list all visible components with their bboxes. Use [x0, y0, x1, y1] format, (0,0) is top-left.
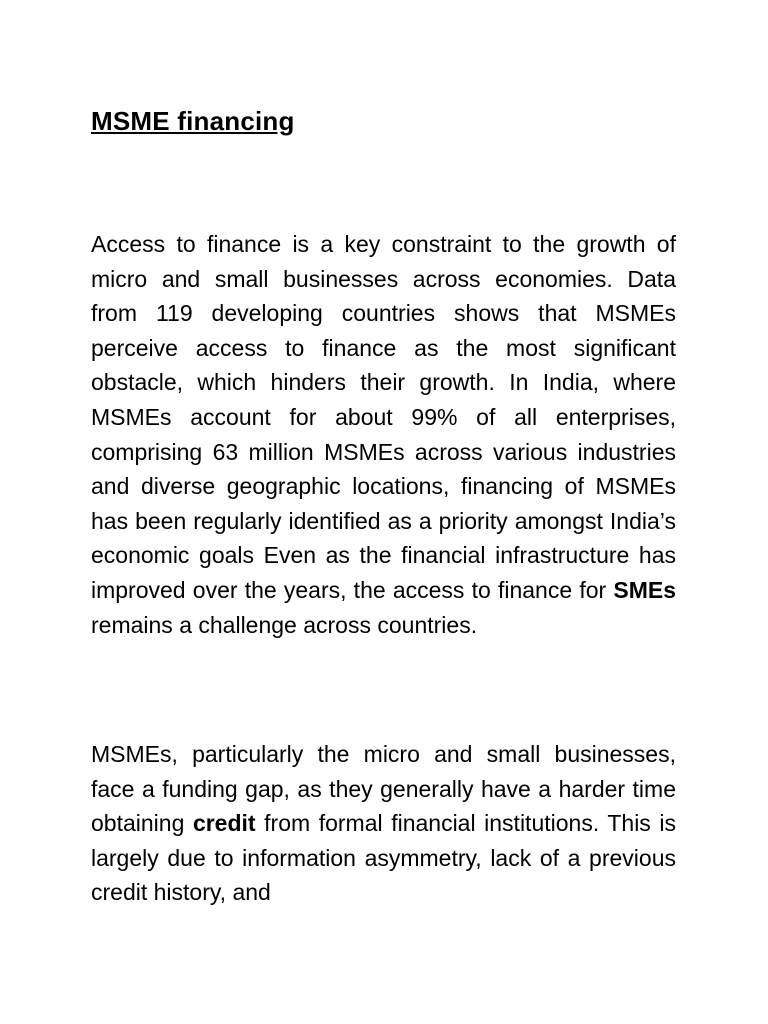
paragraph-text: Access to finance is a key constraint to the growth of micro and small businesses across economies. Data from 119 developing countries shows that MSMEs perceive access to finance as the most significant obstacle, which hinders their growth. In India, where MSMEs account for about 99% of all enterprises, comprising 63 million MSMEs across various industries and diverse geographic locations, financing of MSMEs has been regularly identified as a priority amongst India’s economic goals Even as the financial infrastructure has improved over the years, the access to finance for — [91, 231, 676, 603]
paragraph-text: remains a challenge across countries. — [91, 611, 478, 638]
paragraph-text: MSMEs, particularly the micro and small businesses, face a funding gap, as they generally have a harder time obtaining — [91, 741, 676, 837]
page-title: MSME financing — [91, 106, 295, 136]
paragraph-funding-gap — [91, 737, 676, 910]
paragraph-access-to-finance — [91, 227, 676, 642]
bold-term-smes: SMEs — [613, 576, 676, 603]
paragraph-text: from formal financial institutions. This is largely due to information asymmetry, lack of a previous credit history, and — [91, 810, 676, 906]
bold-term-credit: credit — [192, 810, 256, 837]
